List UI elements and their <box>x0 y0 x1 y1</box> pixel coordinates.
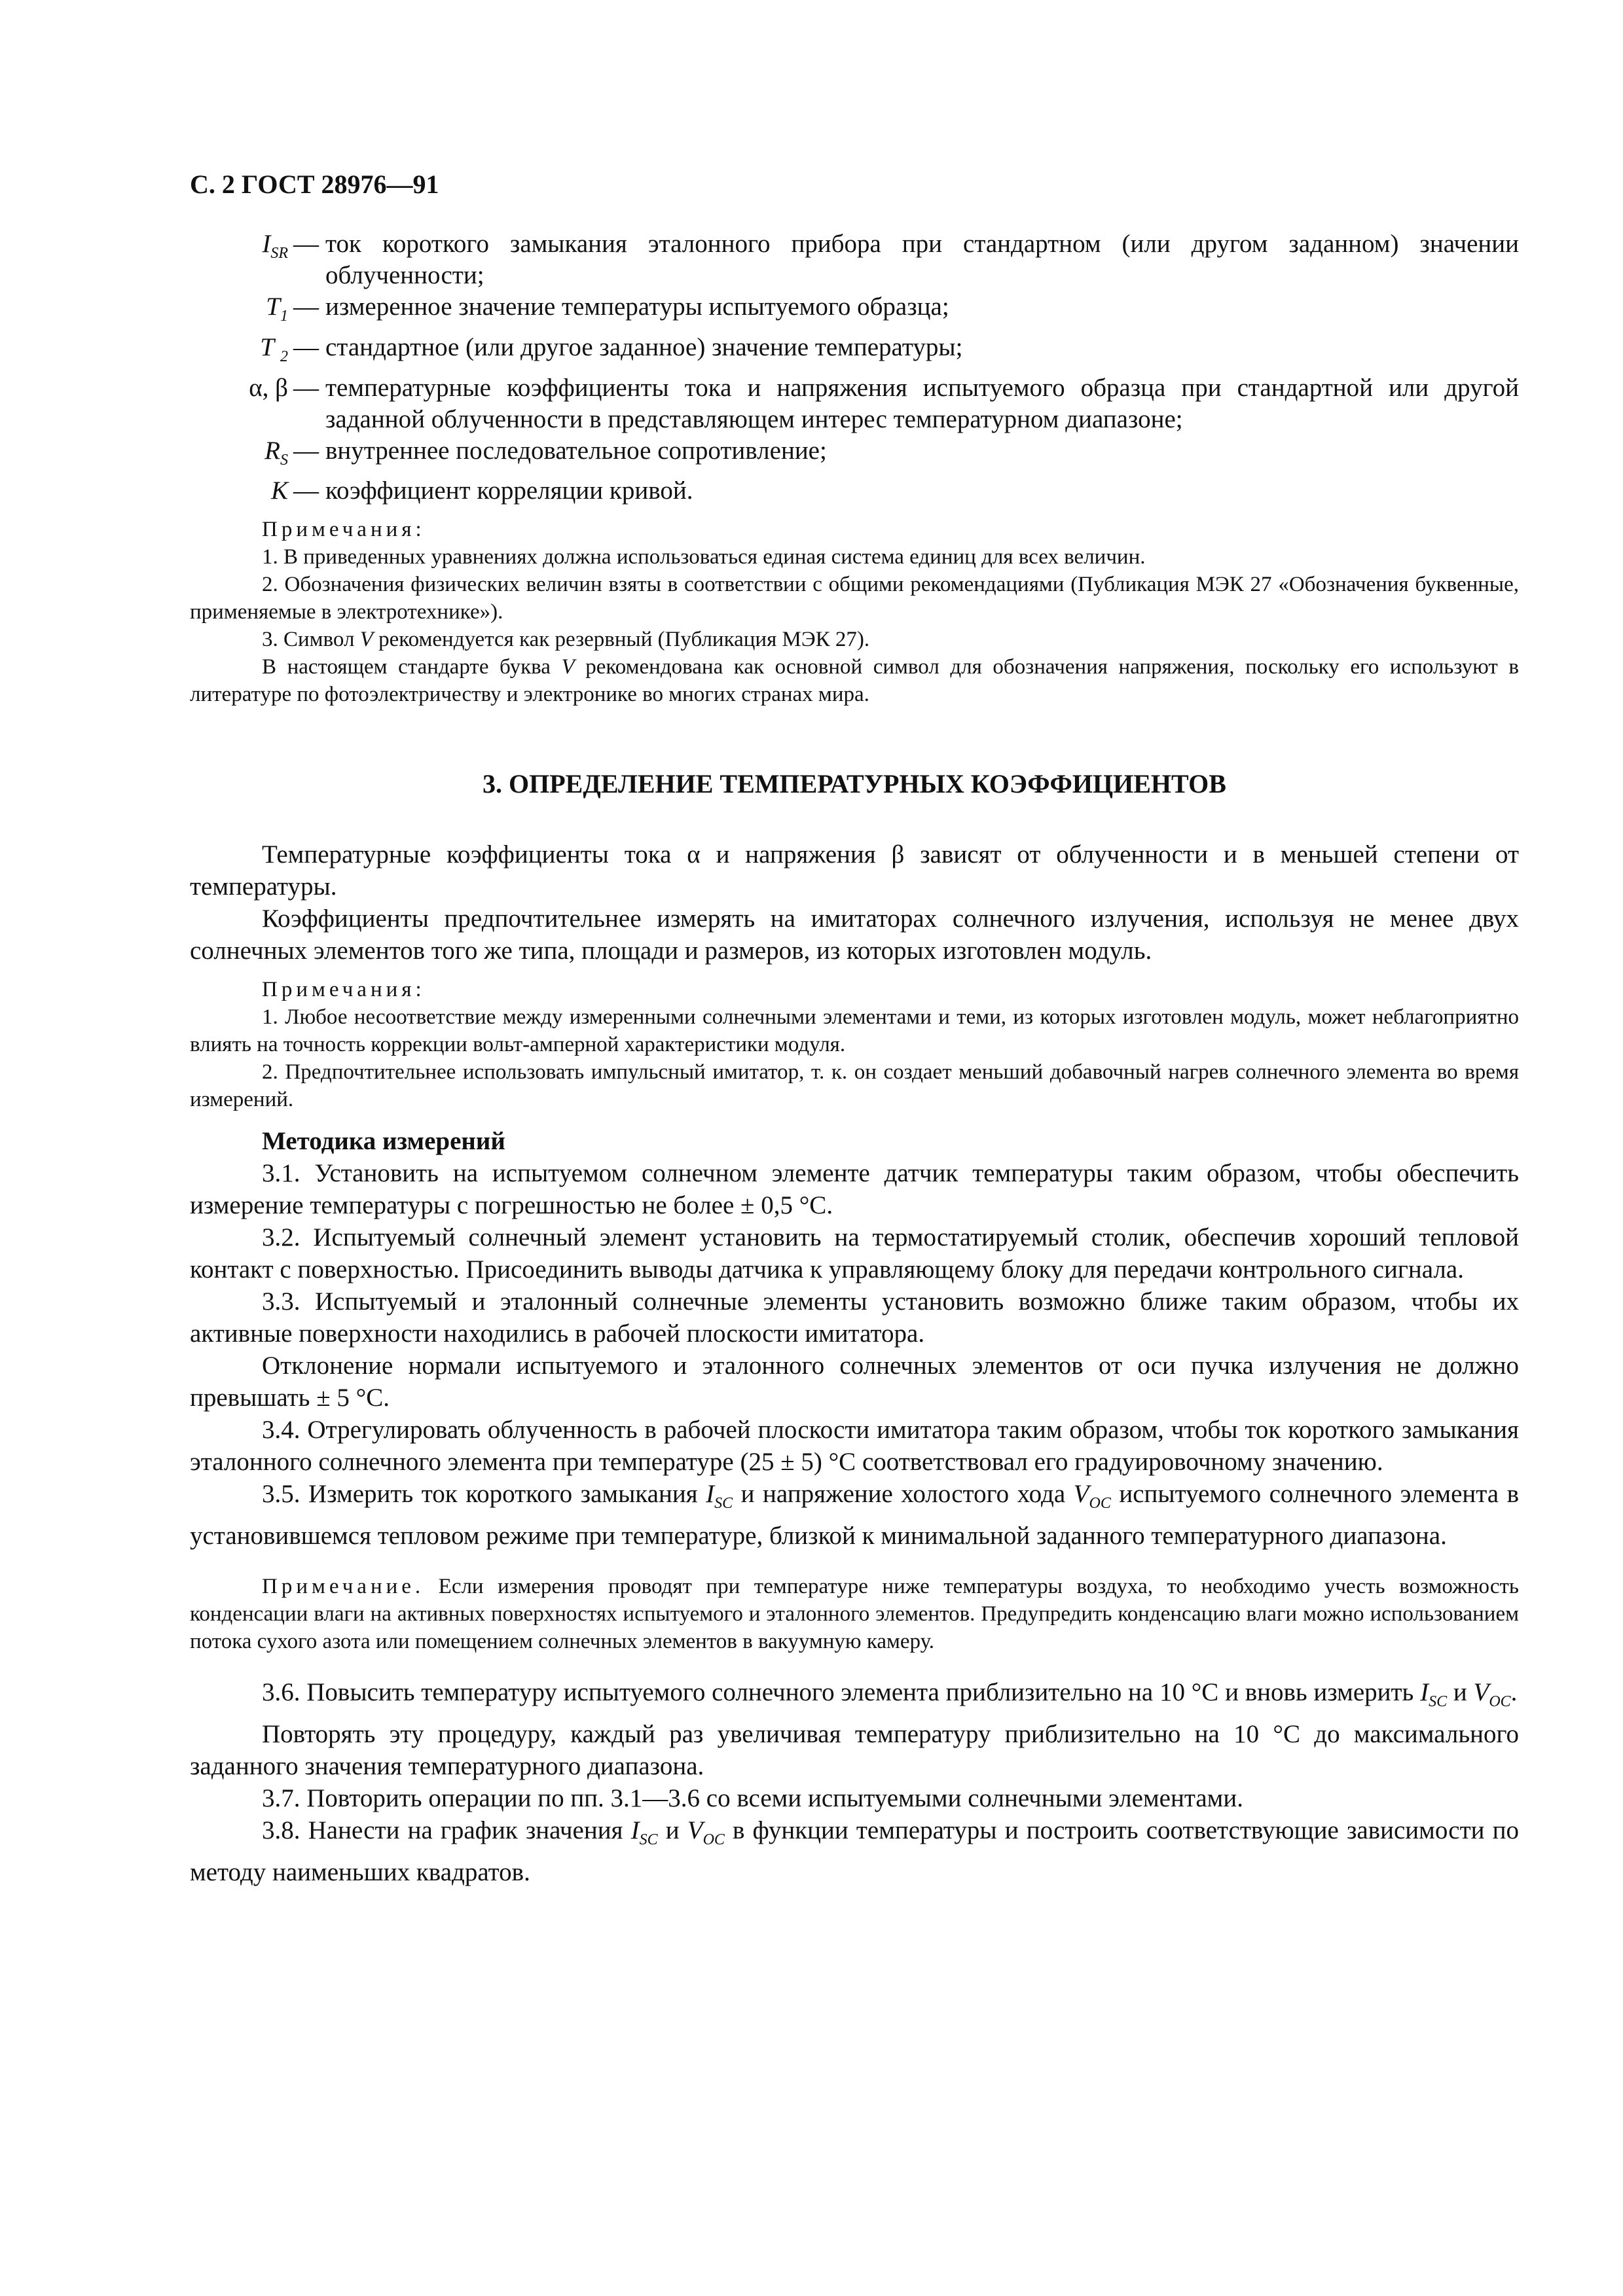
paragraph: Повторять эту процедуру, каждый раз увеличивая температуру приблизительно на 10 °С до максимального заданного значения температурного диапазона. <box>190 1719 1519 1780</box>
method-block <box>190 1125 1519 1552</box>
definition-symbol: $R_S$ <box>264 436 288 469</box>
definition-text: измеренное значение температуры испытуемого образца; <box>325 293 949 321</box>
paragraph: 3.7. Повторить операции по пп. 3.1—3.6 со всеми испытуемыми солнечными элементами. <box>262 1784 1243 1812</box>
definition-text: стандартное (или другое заданное) значение температуры; <box>325 332 963 361</box>
notes-heading: Примечания: <box>262 518 426 542</box>
notes-block <box>190 976 1519 1113</box>
definition-text: внутреннее последовательное сопротивление; <box>325 436 827 465</box>
definition-item: K — коэффициент корреляции кривой. <box>190 475 1519 507</box>
definition-item: $I_{SR}$ — ток короткого замыкания эталонного прибора при стандартном (или другом заданном) значении облученности; <box>190 228 1519 291</box>
note-item: 2. Обозначения физических величин взяты в соответствии с общими рекомендациями (Публикация МЭК 27 «Обозначения буквенные, применяемые в электротехнике»). <box>190 573 1519 624</box>
paragraph: Коэффициенты предпочтительнее измерять на имитаторах солнечного излучения, используя не менее двух солнечных элементов того же типа, площади и размеров, из которых изготовлен модуль. <box>190 905 1519 965</box>
section-title: 3. ОПРЕДЕЛЕНИЕ ТЕМПЕРАТУРНЫХ КОЭФФИЦИЕНТОВ <box>483 769 1226 799</box>
page-header: С. 2 ГОСТ 28976—91 <box>190 170 439 199</box>
definition-symbol: $T_1$ <box>266 293 288 325</box>
note-item: 1. В приведенных уравнениях должна использоваться единая система единиц для всех величин. <box>262 545 1146 569</box>
definition-symbol: T $_2$ <box>260 332 288 365</box>
definitions-list <box>190 228 1519 507</box>
document-page <box>190 169 1519 1888</box>
single-note <box>190 1573 1519 1655</box>
definition-symbol: $I_{SR}$ <box>262 230 288 262</box>
note-item: Примечание. Если измерения проводят при температуре ниже температуры воздуха, то необходимо учесть возможность конденсации влаги на активных поверхностях испытуемого и эталонного элементов. Предупредить конденсацию влаги можно использованием потока сухого азота или помещением солнечных элементов в вакуумную камеру. <box>190 1575 1519 1654</box>
paragraph: 3.8. Нанести на график значения $I_{SC}$ и $V_{OC}$ в функции температуры и построить соответствующие зависимости по методу наименьших квадратов. <box>190 1816 1519 1886</box>
method-block-continued <box>190 1676 1519 1888</box>
definition-item: T $_2$ — стандартное (или другое заданное) значение температуры; <box>190 332 1519 372</box>
paragraph: Температурные коэффициенты тока α и напряжения β зависят от облученности и в меньшей степени от температуры. <box>190 840 1519 901</box>
method-title: Методика измерений <box>262 1127 505 1156</box>
section-body <box>190 838 1519 967</box>
notes-block <box>190 516 1519 708</box>
definition-text: коэффициент корреляции кривой. <box>325 476 693 505</box>
note-item: В настоящем стандарте буква V рекомендована как основной символ для обозначения напряжения, поскольку его используют в литературе по фотоэлектричеству и электронике во многих странах мира. <box>190 655 1519 707</box>
paragraph: 3.4. Отрегулировать облученность в рабочей плоскости имитатора таким образом, чтобы ток короткого замыкания эталонного солнечного элемента при температуре (25 ± 5) °С соответствовал его градуировочному значению. <box>190 1416 1519 1477</box>
paragraph: 3.1. Установить на испытуемом солнечном элементе датчик температуры таким образом, чтобы обеспечить измерение температуры с погрешностью не более ± 0,5 °С. <box>190 1159 1519 1220</box>
paragraph: 3.2. Испытуемый солнечный элемент установить на термостатируемый столик, обеспечив хороший тепловой контакт с поверхностью. Присоединить выводы датчика к управляющему блоку для передачи контрольного сигнала. <box>190 1223 1519 1284</box>
notes-heading: Примечания: <box>262 978 426 1002</box>
definition-item: α, β — температурные коэффициенты тока и напряжения испытуемого образца при стандартной или другой заданной облученности в представляющем интерес температурном диапазоне; <box>190 372 1519 435</box>
definition-text: ток короткого замыкания эталонного прибора при стандартном (или другом заданном) значении облученности; <box>325 230 1519 289</box>
note-item: 3. Символ V рекомендуется как резервный (Публикация МЭК 27). <box>262 628 870 652</box>
definition-item: $R_S$ — внутреннее последовательное сопротивление; <box>190 435 1519 476</box>
definition-symbol: α, β <box>249 373 288 402</box>
paragraph: 3.5. Измерить ток короткого замыкания $I_{SC}$ и напряжение холостого хода $V_{OC}$ испытуемого солнечного элемента в установившемся тепловом режиме при температуре, близкой к минимальной заданного температурного диапазона. <box>190 1480 1520 1551</box>
note-item: 1. Любое несоответствие между измеренными солнечными элементами и теми, из которых изготовлен модуль, может неблагоприятно влиять на точность коррекции вольт-амперной характеристики модуля. <box>190 1005 1519 1057</box>
paragraph: 3.6. Повысить температуру испытуемого солнечного элемента приблизительно на 10 °С и вновь измерить $I_{SC}$ и $V_{OC}$. <box>262 1678 1518 1710</box>
definition-item: $T_1$ — измеренное значение температуры испытуемого образца; <box>190 291 1519 332</box>
definition-symbol: K <box>270 476 288 505</box>
note-item: 2. Предпочтительнее использовать импульсный имитатор, т. к. он создает меньший добавочный нагрев солнечного элемента во время измерений. <box>190 1060 1519 1112</box>
definition-text: температурные коэффициенты тока и напряжения испытуемого образца при стандартной или другой заданной облученности в представляющем интерес температурном диапазоне; <box>325 373 1519 433</box>
paragraph: Отклонение нормали испытуемого и эталонного солнечных элементов от оси пучка излучения не должно превышать ± 5 °С. <box>190 1352 1519 1412</box>
paragraph: 3.3. Испытуемый и эталонный солнечные элементы установить возможно ближе таким образом, чтобы их активные поверхности находились в рабочей плоскости имитатора. <box>190 1287 1519 1348</box>
